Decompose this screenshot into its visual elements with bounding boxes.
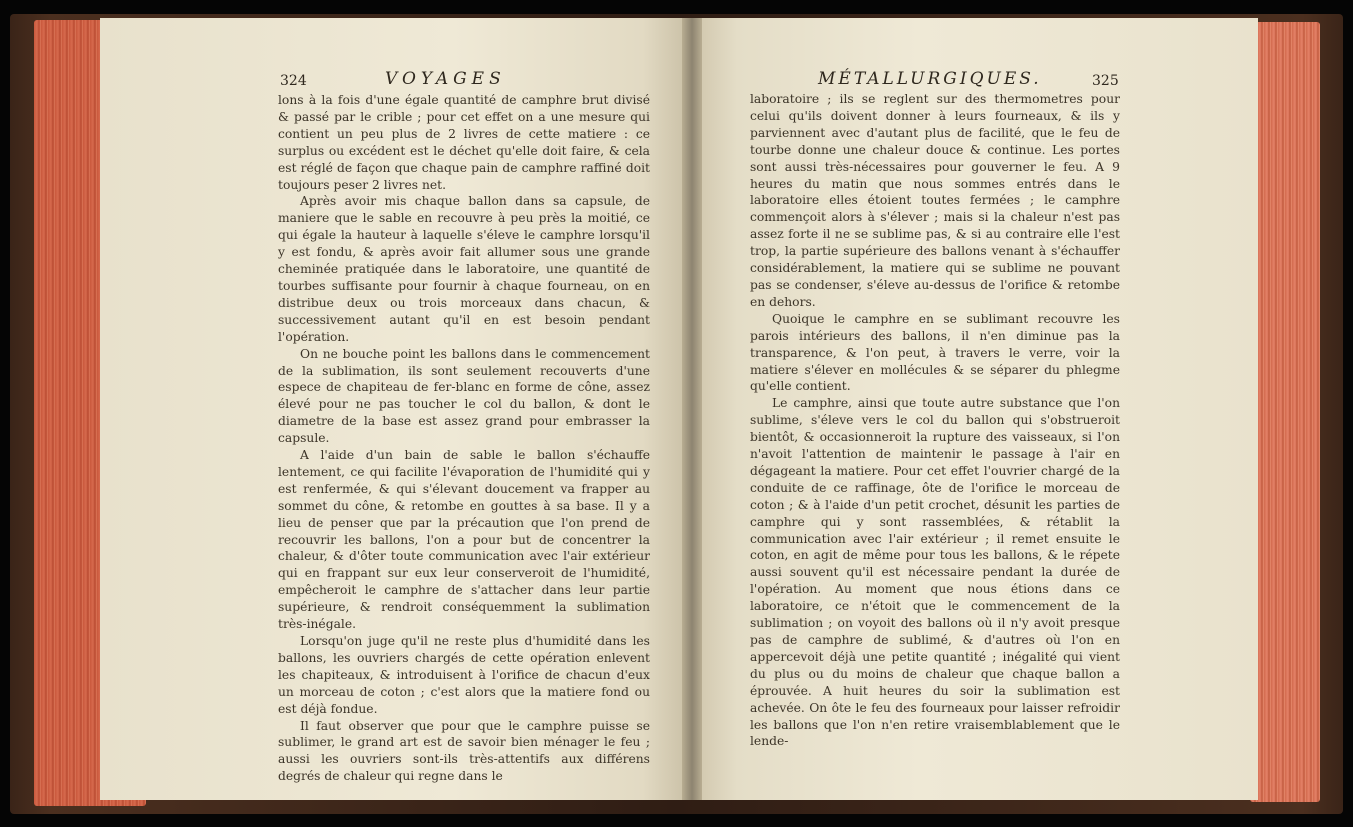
paragraph: Le camphre, ainsi que toute autre substance que l'on sublime, s'éleve vers le col du ballon qui s'obstrueroit bientôt, & occasionneroit la rupture des vaisseaux, si l'on n'avoit l'attention de maintenir le passage à l'air en dégageant la matiere. Pour cet effet l'ouvrier chargé de la conduite de ce raffinage, ôte de l'orifice le morceau de coton ; & à l'aide d'un petit crochet, désunit les parties de camphre qui y sont rassemblées, & rétablit la communication avec l'air extérieur ; il remet ensuite le coton, en agit de même pour tous les ballons, & le répete aussi souvent qu'il est nécessaire pendant la durée de l'opération. Au moment que nous étions dans ce laboratoire, ce n'étoit que le commencement de la sublimation ; on voyoit des ballons où il n'y avoit presque pas de camphre de sublimé, & d'autres où l'on en appercevoit déjà une petite quantité ; inégalité qui vient du plus ou du moins de chaleur que chaque ballon a éprouvée. A huit heures du soir la sublimation est achevée. On ôte le feu des fourneaux pour laisser refroidir les ballons que l'on n'en retire vraisemblablement que le lende- — [750, 396, 1120, 749]
book-gutter — [682, 18, 702, 800]
paragraph: Lorsqu'on juge qu'il ne reste plus d'humidité dans les ballons, les ouvriers chargés de cette opération enlevent les chapiteaux, & introduisent à l'orifice de chacun d'eux un morceau de coton ; c'est alors que la matiere fond ou est déjà fondue. — [278, 634, 650, 716]
paragraph: lons à la fois d'une égale quantité de camphre brut divisé & passé par le crible ; pour cet effet on a une mesure qui contient un peu plus de 2 livres de cette matiere : ce surplus ou excédent est le déchet qu'elle doit faire, & cela est réglé de façon que chaque pain de camphre raffiné doit toujours peser 2 livres net. — [278, 93, 650, 192]
paragraph: Il faut observer que pour que le camphre puisse se sublimer, le grand art est de savoir bien ménager le feu ; aussi les ouvriers sont-ils très-attentifs aux différens degrés de chaleur qui regne dans le — [278, 718, 650, 784]
right-page-number: 325 — [1092, 73, 1119, 89]
left-running-head: VOYAGES — [385, 69, 506, 89]
paragraph: Quoique le camphre en se sublimant recouvre les parois intérieurs des ballons, il n'en diminue pas la transparence, & l'on peut, à travers le verre, voir la matiere s'élever en mollécules & se séparer du phlegme qu'elle contient. — [750, 311, 1120, 394]
paragraph: A l'aide d'un bain de sable le ballon s'échauffe lentement, ce qui facilite l'évaporation de l'humidité qui y est renfermée, & qui s'élevant doucement va frapper au sommet du cône, & retombe en gouttes à sa base. Il y a lieu de penser que par la précaution que l'on prend de recouvrir les ballons, l'on a pour but de concentrer la chaleur, & d'ôter toute communication avec l'air extérieur qui en frappant sur eux leur conserveroit de l'humidité, empêcheroit le camphre de s'attacher dans leur partie supérieure, & rendroit conséquemment la sublimation très-inégale. — [278, 448, 650, 632]
left-page-number: 324 — [280, 73, 307, 89]
right-page-text — [750, 91, 1120, 750]
paragraph: On ne bouche point les ballons dans le commencement de la sublimation, ils sont seulement recouverts d'une espece de chapiteau de fer-blanc en forme de cône, assez élevé pour ne pas toucher le col du ballon, & dont le diametre de la base est assez grand pour embrasser la capsule. — [278, 346, 650, 446]
left-page-text — [278, 92, 650, 785]
right-running-head: MÉTALLURGIQUES. — [818, 69, 1042, 89]
paragraph: Après avoir mis chaque ballon dans sa capsule, de maniere que le sable en recouvre à peu près la moitié, ce qui égale la hauteur à laquelle s'éleve le camphre lorsqu'il y est fondu, & après avoir fait allumer sous une grande cheminée pratiquée dans le laboratoire, une quantité de tourbes suffisante pour fournir à chaque fourneau, on en distribue deux ou trois morceaux dans chacun, & successivement autant qu'il en est besoin pendant l'opération. — [278, 194, 650, 344]
paragraph: laboratoire ; ils se reglent sur des thermometres pour celui qu'ils doivent donner à leurs fourneaux, & ils y parviennent avec d'autant plus de facilité, que le feu de tourbe donne une chaleur douce & continue. Les portes sont aussi très-nécessaires pour gouverner le feu. A 9 heures du matin que nous sommes entrés dans le laboratoire elles étoient toutes fermées ; le camphre commençoit alors à s'élever ; mais si la chaleur n'est pas assez forte il ne se sublime pas, & si au contraire elle l'est trop, la partie supérieure des ballons venant à s'échauffer considérablement, la matiere qui se sublime ne pouvant pas se condenser, s'éleve au-dessus de l'orifice & retombe en dehors. — [750, 92, 1120, 309]
page-edges-right — [1250, 22, 1320, 802]
